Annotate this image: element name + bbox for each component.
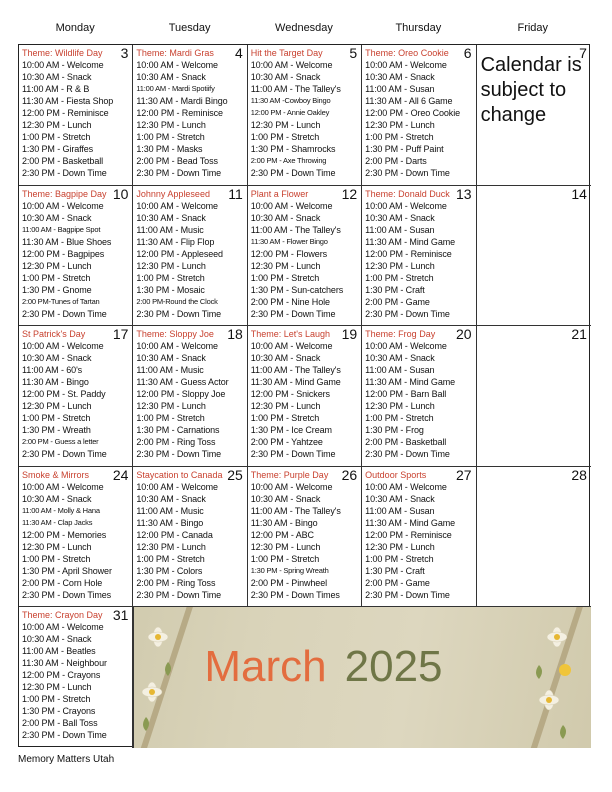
activity-item: 2:00 PM - Game [365, 577, 430, 588]
activity-item: 1:30 PM - Giraffes [22, 144, 94, 154]
day-theme: Hit the Target Day [250, 48, 323, 58]
banner-title [204, 637, 442, 697]
activity-item: 12:30 PM - Lunch [250, 541, 321, 552]
day-number: 11 [228, 185, 243, 202]
activity-item: 10:00 AM - Welcome [136, 60, 218, 70]
day-cell [362, 186, 476, 327]
activity-item: 2:30 PM - Down Time [365, 589, 450, 600]
activity-item: 11:00 AM - Music [136, 224, 204, 235]
activity-item: 2:30 PM - Down Time [22, 449, 107, 460]
day-cell [248, 467, 362, 608]
activity-item: 2:30 PM - Down Time [250, 449, 336, 460]
activity-item: 10:30 AM - Snack [136, 353, 206, 364]
day-number: 31 [112, 607, 129, 624]
activity-item: 1:30 PM - Frog [365, 425, 424, 436]
activity-item: 11:00 AM - The Talley's [250, 224, 341, 235]
activity-item: 10:30 AM - Snack [250, 353, 321, 364]
activity-item: 10:00 AM - Welcome [136, 200, 218, 211]
activity-item: 2:00 PM - Ring Toss [136, 437, 216, 448]
activity-item: 1:00 PM - Stretch [22, 413, 91, 424]
activity-item: 11:00 AM - The Talley's [250, 365, 341, 376]
activity-item: 1:30 PM - Spring Wreath [250, 565, 329, 575]
activity-item: 12:00 PM - Memories [22, 529, 107, 540]
activity-item: 12:30 PM - Lunch [365, 401, 435, 412]
banner-month: March [204, 642, 327, 692]
activity-item: 12:00 PM - Appleseed [136, 248, 223, 259]
activity-item: 11:30 AM - Neighbour [22, 658, 107, 669]
activity-item: 12:00 PM - Reminisce [365, 529, 452, 540]
day-number: 10 [112, 185, 129, 202]
activity-item: 10:30 AM - Snack [136, 493, 206, 504]
activity-item: 11:30 AM - Mind Game [365, 377, 456, 388]
day-theme: Theme: Bagpipe Day [22, 188, 107, 199]
activity-item: 1:00 PM - Stretch [250, 272, 320, 283]
activity-item: 2:30 PM - Down Time [250, 168, 336, 178]
activity-item: 12:30 PM - Lunch [250, 120, 321, 130]
activity-item: 11:30 AM - Fiesta Shop [22, 96, 114, 106]
activity-item: 12:00 PM - Snickers [250, 389, 330, 400]
activity-item: 10:00 AM - Welcome [365, 341, 447, 352]
activity-item: 1:30 PM - April Shower [22, 565, 112, 576]
day-cell [133, 45, 247, 186]
activity-item: 1:00 PM - Stretch [22, 132, 91, 142]
activity-item: 2:30 PM - Down Time [365, 308, 450, 319]
daisy-flower-icon [138, 617, 178, 737]
day-theme: Theme: Donald Duck [365, 188, 450, 199]
activity-item: 10:30 AM - Snack [136, 212, 206, 223]
activity-item: 10:00 AM - Welcome [365, 60, 447, 70]
activity-item: 2:30 PM - Down Times [22, 589, 112, 600]
activity-item: 2:30 PM - Down Time [365, 168, 450, 178]
activity-item: 1:00 PM - Stretch [365, 132, 434, 142]
activity-item: 10:30 AM - Snack [22, 634, 92, 645]
day-number: 24 [112, 466, 129, 483]
activity-item: 10:30 AM - Snack [250, 72, 321, 82]
day-number: 27 [455, 466, 472, 483]
day-cell [248, 186, 362, 327]
activity-item: 2:30 PM - Down Time [136, 168, 222, 178]
day-theme: Theme: Purple Day [250, 469, 329, 480]
activity-item: 11:30 AM - All 6 Game [365, 96, 453, 106]
activity-item: 1:30 PM - Crayons [22, 706, 96, 717]
daisy-flower-icon [529, 615, 573, 745]
activity-item: 12:30 PM - Lunch [250, 260, 321, 271]
activity-item: 10:00 AM - Welcome [250, 481, 333, 492]
activity-item: 2:30 PM - Down Time [22, 730, 107, 741]
day-cell [248, 326, 362, 467]
day-theme: Outdoor Sports [365, 469, 427, 480]
activity-item: 1:30 PM - Wreath [22, 425, 91, 436]
activity-item: 2:00 PM - Darts [365, 156, 427, 166]
activity-item: 11:00 AM - Susan [365, 505, 435, 516]
day-theme: Theme: Let's Laugh [250, 329, 331, 340]
activity-item: 1:30 PM - Gnome [22, 284, 92, 295]
activity-item: 2:00 PM - Game [365, 296, 430, 307]
activity-item: 12:30 PM - Lunch [22, 541, 92, 552]
day-cell [19, 467, 133, 608]
day-number: 28 [571, 466, 587, 483]
activity-item: 1:00 PM - Stretch [250, 413, 320, 424]
activity-item: 10:00 AM - Welcome [250, 341, 333, 352]
day-cell [477, 467, 591, 608]
day-cell [133, 467, 247, 608]
activity-item: 1:30 PM - Puff Paint [365, 144, 444, 154]
activity-item: 12:00 PM - Sloppy Joe [136, 389, 226, 400]
activity-item: 12:00 PM - Reminisce [136, 108, 223, 118]
footer-organization: Memory Matters Utah [18, 754, 115, 765]
activity-item: 2:30 PM - Down Time [365, 449, 450, 460]
activity-item: 2:00 PM - Ring Toss [136, 577, 216, 588]
activity-item: 2:30 PM - Down Time [250, 308, 336, 319]
banner-year: 2025 [344, 642, 443, 692]
activity-item: 11:30 AM - Blue Shoes [22, 236, 112, 247]
activity-item: 12:00 PM - Bagpipes [22, 248, 105, 259]
day-number: 4 [234, 45, 243, 61]
activity-item: 1:30 PM - Colors [136, 565, 203, 576]
day-cell [133, 186, 247, 327]
activity-item: 11:00 AM - Music [136, 505, 204, 516]
activity-item: 2:00 PM-Round the Clock [136, 296, 218, 306]
weekday-label: Friday [517, 22, 549, 34]
day-theme: Staycation to Canada [136, 469, 223, 480]
day-theme: Theme: Oreo Cookie [365, 48, 449, 58]
day-number: 26 [341, 466, 358, 483]
activity-item: 1:30 PM - Mosaic [136, 284, 205, 295]
activity-item: 12:00 PM - St. Paddy [22, 389, 106, 400]
day-cell [477, 45, 591, 186]
activity-item: 2:30 PM - Down Time [136, 308, 222, 319]
day-theme: Theme: Frog Day [365, 329, 436, 340]
activity-item: 11:00 AM - Bagpipe Spot [22, 224, 101, 234]
activity-item: 10:30 AM - Snack [22, 212, 92, 223]
activity-item: 11:00 AM - 60's [22, 365, 83, 376]
day-number: 3 [120, 45, 129, 61]
day-cell [362, 467, 476, 608]
activity-item: 12:30 PM - Lunch [22, 260, 92, 271]
activity-item: 2:00 PM-Tunes of Tartan [22, 296, 100, 306]
activity-item: 12:30 PM - Lunch [365, 120, 435, 130]
activity-item: 1:30 PM - Craft [365, 284, 425, 295]
activity-item: 10:30 AM - Snack [136, 72, 206, 82]
day-cell [19, 45, 133, 186]
activity-item: 10:30 AM - Snack [365, 212, 435, 223]
activity-item: 11:30 AM - Guess Actor [136, 377, 229, 388]
activity-item: 10:00 AM - Welcome [250, 200, 333, 211]
activity-item: 2:00 PM - Axe Throwing [250, 156, 327, 165]
activity-item: 1:00 PM - Stretch [22, 272, 91, 283]
activity-item: 11:00 AM - Mardi Spotiify [136, 84, 215, 93]
day-theme: St Patrick's Day [22, 329, 86, 340]
day-number: 21 [571, 326, 587, 343]
activity-item: 1:00 PM - Stretch [136, 132, 205, 142]
day-cell [19, 186, 133, 327]
activity-item: 2:30 PM - Down Time [136, 449, 222, 460]
activity-item: 1:00 PM - Stretch [365, 413, 434, 424]
activity-item: 2:30 PM - Down Time [136, 589, 222, 600]
activity-item: 11:30 AM - Mind Game [250, 377, 341, 388]
activity-item: 12:00 PM - Barn Ball [365, 389, 447, 400]
day-number: 14 [571, 185, 587, 202]
activity-item: 1:00 PM - Stretch [22, 694, 91, 705]
activity-item: 12:00 PM - Crayons [22, 670, 101, 681]
activity-item: 10:00 AM - Welcome [250, 60, 333, 70]
activity-item: 1:00 PM - Stretch [136, 553, 205, 564]
activity-item: 1:00 PM - Stretch [22, 553, 91, 564]
day-number: 12 [341, 185, 358, 202]
activity-item: 12:00 PM - Canada [136, 529, 213, 540]
activity-item: 12:30 PM - Lunch [22, 120, 92, 130]
weekday-label: Thursday [395, 22, 442, 34]
activity-item: 1:00 PM - Stretch [250, 553, 320, 564]
activity-item: 1:30 PM - Shamrocks [250, 144, 336, 154]
weekday-label: Monday [55, 22, 95, 34]
activity-item: 10:30 AM - Snack [22, 353, 92, 364]
activity-item: 11:30 AM - Mind Game [365, 517, 456, 528]
activity-item: 2:00 PM - Corn Hole [22, 577, 103, 588]
activity-item: 11:00 AM - Susan [365, 84, 435, 94]
activity-item: 11:00 AM - Molly & Hana [22, 505, 100, 515]
day-cell [133, 326, 247, 467]
activity-item: 10:00 AM - Welcome [22, 60, 104, 70]
activity-item: 1:00 PM - Stretch [136, 272, 205, 283]
activity-item: 1:30 PM - Craft [365, 565, 425, 576]
day-number: 13 [455, 185, 472, 202]
activity-item: 11:00 AM - The Talley's [250, 84, 341, 94]
activity-item: 10:00 AM - Welcome [22, 622, 104, 633]
activity-item: 10:30 AM - Snack [365, 72, 435, 82]
month-banner [133, 607, 591, 748]
day-cell [248, 45, 362, 186]
activity-item: 11:00 AM - Susan [365, 365, 435, 376]
activity-item: 10:00 AM - Welcome [365, 200, 447, 211]
activity-item: 2:30 PM - Down Time [22, 168, 107, 178]
activity-item: 10:30 AM - Snack [365, 493, 435, 504]
activity-item: 12:00 PM - Flowers [250, 248, 328, 259]
activity-item: 12:30 PM - Lunch [22, 682, 92, 693]
activity-item: 11:30 AM - Bingo [22, 377, 89, 388]
activity-item: 11:30 AM - Flip Flop [136, 236, 215, 247]
activity-item: 11:30 AM - Clap Jacks [22, 517, 93, 527]
activity-item: 2:00 PM - Yahtzee [250, 437, 323, 448]
day-theme: Smoke & Mirrors [22, 469, 90, 480]
activity-item: 10:30 AM - Snack [22, 493, 92, 504]
calendar-grid [18, 44, 590, 747]
activity-item: 12:30 PM - Lunch [250, 401, 321, 412]
activity-item: 12:30 PM - Lunch [136, 541, 206, 552]
day-cell [19, 607, 133, 748]
activity-item: 11:00 AM - R & B [22, 84, 90, 94]
weekday-header [18, 22, 590, 42]
day-cell [19, 326, 133, 467]
activity-item: 12:30 PM - Lunch [22, 401, 92, 412]
activity-item: 12:30 PM - Lunch [136, 120, 206, 130]
activity-item: 1:00 PM - Stretch [365, 272, 434, 283]
activity-item: 11:00 AM - Music [136, 365, 204, 376]
activity-item: 1:30 PM - Carnations [136, 425, 220, 436]
activity-item: 11:30 AM - Bingo [250, 517, 318, 528]
day-number: 19 [341, 326, 358, 343]
day-cell [477, 186, 591, 327]
activity-item: 11:30 AM - Bingo [136, 517, 204, 528]
activity-item: 11:30 AM - Flower Bingo [250, 236, 328, 246]
day-cell [362, 45, 476, 186]
activity-item: 10:00 AM - Welcome [365, 481, 447, 492]
weekday-label: Tuesday [168, 22, 211, 34]
activity-item: 12:30 PM - Lunch [136, 260, 206, 271]
activity-item: 2:30 PM - Down Times [250, 589, 340, 600]
activity-item: 1:30 PM - Ice Cream [250, 425, 332, 436]
activity-item: 1:00 PM - Stretch [250, 132, 320, 142]
weekday-label: Wednesday [275, 22, 333, 34]
activity-item: 10:00 AM - Welcome [22, 481, 104, 492]
activity-item: 1:30 PM - Masks [136, 144, 203, 154]
day-cell [362, 326, 476, 467]
day-theme: Theme: Mardi Gras [136, 48, 214, 58]
day-number: 5 [349, 45, 358, 61]
activity-item: 2:00 PM - Ball Toss [22, 718, 98, 729]
day-theme: Plant a Flower [250, 188, 309, 199]
activity-item: 2:00 PM - Bead Toss [136, 156, 218, 166]
activity-item: 2:00 PM - Nine Hole [250, 296, 330, 307]
activity-item: 12:00 PM - ABC [250, 529, 314, 540]
day-theme: Theme: Sloppy Joe [136, 329, 214, 340]
activity-item: 10:30 AM - Snack [250, 212, 321, 223]
activity-item: 2:00 PM - Pinwheel [250, 577, 328, 588]
day-number: 7 [579, 45, 587, 61]
day-theme: Theme: Wildlife Day [22, 48, 103, 58]
activity-item: 11:30 AM - Mardi Bingo [136, 96, 228, 106]
schedule-notice: Calendar is subject to change [480, 54, 582, 126]
activity-item: 11:30 AM -Cowboy Bingo [250, 96, 331, 105]
activity-item: 11:00 AM - Susan [365, 224, 435, 235]
activity-item: 1:00 PM - Stretch [365, 553, 434, 564]
activity-item: 10:00 AM - Welcome [22, 341, 104, 352]
activity-item: 2:00 PM - Guess a letter [22, 437, 99, 447]
day-number: 18 [227, 326, 243, 343]
activity-item: 1:00 PM - Stretch [136, 413, 205, 424]
activity-item: 10:00 AM - Welcome [136, 341, 218, 352]
activity-item: 1:30 PM - Sun-catchers [250, 284, 344, 295]
activity-item: 12:30 PM - Lunch [365, 260, 435, 271]
activity-item: 12:00 PM - Annie Oakley [250, 108, 330, 117]
activity-item: 2:30 PM - Down Time [22, 308, 107, 319]
activity-item: 11:30 AM - Mind Game [365, 236, 456, 247]
activity-item: 11:00 AM - The Talley's [250, 505, 341, 516]
day-theme: Johnny Appleseed [136, 188, 210, 199]
day-number: 25 [227, 466, 243, 483]
activity-item: 12:00 PM - Reminisce [365, 248, 452, 259]
activity-item: 2:00 PM - Basketball [22, 156, 104, 166]
activity-item: 11:00 AM - Beatles [22, 646, 96, 657]
activity-item: 10:00 AM - Welcome [22, 200, 104, 211]
activity-item: 10:00 AM - Welcome [136, 481, 218, 492]
day-theme: Theme: Crayon Day [22, 610, 103, 621]
activity-item: 10:30 AM - Snack [365, 353, 435, 364]
activity-item: 10:30 AM - Snack [250, 493, 321, 504]
activity-item: 12:00 PM - Reminisce [22, 108, 109, 118]
day-number: 6 [463, 45, 472, 61]
activity-item: 2:00 PM - Basketball [365, 437, 447, 448]
activity-item: 12:00 PM - Oreo Cookie [365, 108, 461, 118]
activity-item: 12:30 PM - Lunch [365, 541, 435, 552]
activity-item: 10:30 AM - Snack [22, 72, 92, 82]
day-number: 17 [112, 326, 129, 343]
day-cell [477, 326, 591, 467]
day-number: 20 [455, 326, 472, 343]
activity-item: 12:30 PM - Lunch [136, 401, 206, 412]
